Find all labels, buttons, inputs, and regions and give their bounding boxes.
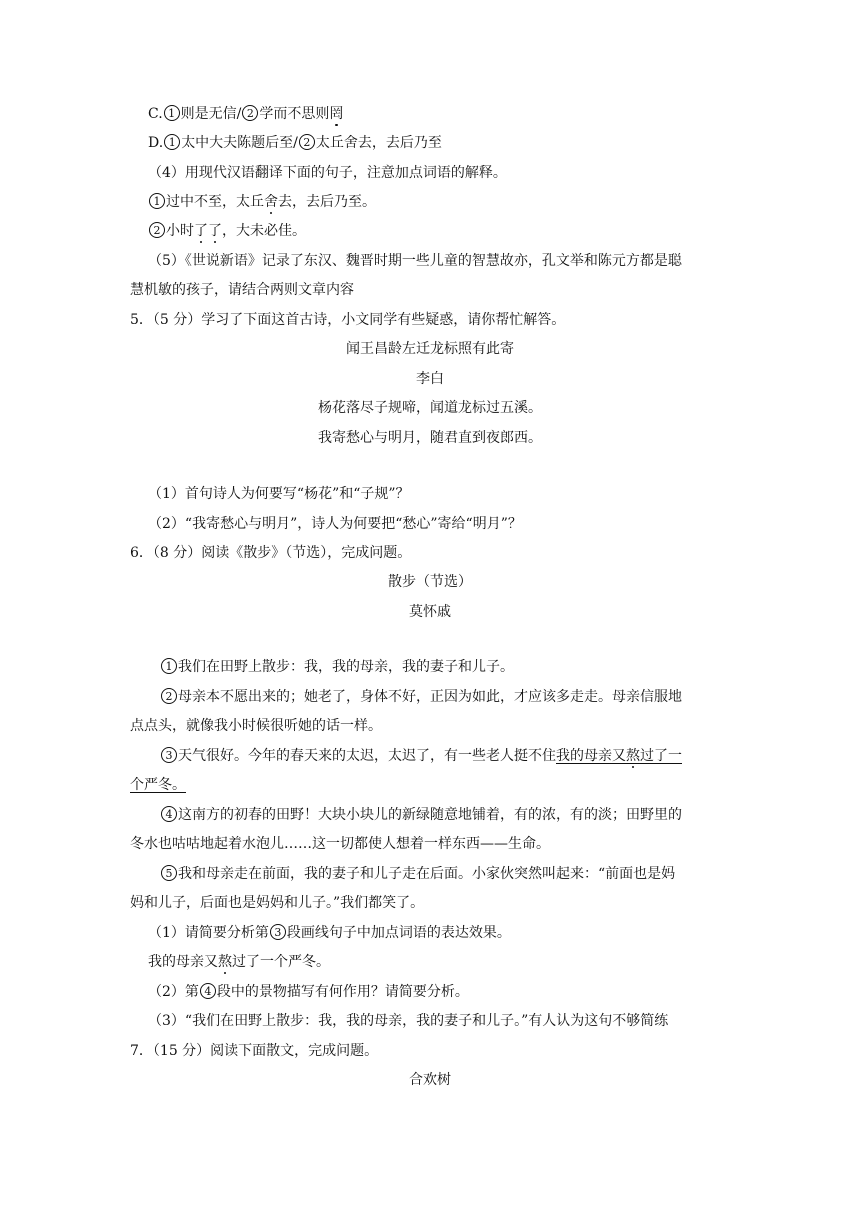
question-6-header: 6．（8 分）阅读《散步》（节选），完成问题。 bbox=[130, 545, 412, 561]
circled-number: 1 bbox=[161, 658, 177, 674]
poem-line-1: 杨花落尽子规啼，闻道龙标过五溪。 bbox=[318, 400, 542, 416]
paragraph-4-line-2: 冬水也咕咕地起着水泡儿……这一切都使人想着一样东西——生命。 bbox=[130, 836, 550, 852]
paragraph-2-line-2: 点点头，就像我小时候很听她的话一样。 bbox=[130, 718, 382, 734]
dotted-word: 罔 bbox=[329, 106, 344, 122]
paragraph-4-line-1 bbox=[160, 805, 682, 825]
subquestion-text: 段画线句子中加点词语的表达效果。 bbox=[286, 925, 511, 941]
option-c-letter: C. bbox=[148, 106, 163, 122]
paragraph-2-line-1 bbox=[160, 687, 682, 707]
quote-text: 过了一个严冬。 bbox=[232, 954, 330, 970]
sentence-text: 去，去后乃至。 bbox=[278, 194, 376, 210]
paragraph-text: 母亲本不愿出来的；她老了，身体不好，正因为如此，才应该多走走。母亲信服地 bbox=[178, 689, 682, 705]
dotted-word: 了 bbox=[194, 223, 208, 239]
circled-number: 2 bbox=[149, 222, 165, 238]
underlined-sentence bbox=[556, 748, 682, 764]
underlined-text: 我的母亲又 bbox=[556, 748, 626, 764]
circled-number: 4 bbox=[161, 806, 177, 822]
option-d-text-1: 太中大夫陈题后至/ bbox=[181, 135, 298, 151]
circled-number: 1 bbox=[164, 105, 180, 121]
question-7-header: 7．（15 分）阅读下面散文，完成问题。 bbox=[130, 1043, 379, 1059]
passage-author: 莫怀戚 bbox=[409, 604, 451, 620]
q5-subquestion-2: （2）“我寄愁心与明月”，诗人为何要把“愁心”寄给“明月”？ bbox=[148, 516, 522, 532]
option-d bbox=[148, 133, 442, 153]
subquestion-label: （4） bbox=[148, 165, 185, 181]
subquestion-text: 《世说新语》记录了东汉、魏晋时期一些儿童的智慧故亦，孔文举和陈元方都是聪 bbox=[184, 253, 682, 269]
paragraph-1 bbox=[160, 657, 514, 677]
dotted-word: 熬 bbox=[218, 954, 232, 970]
poem-line-2: 我寄愁心与明月，随君直到夜郎西。 bbox=[318, 430, 542, 446]
paragraph-text: 我们在田野上散步：我，我的母亲，我的妻子和儿子。 bbox=[178, 659, 514, 675]
subquestion-text: （2）第 bbox=[148, 984, 199, 1000]
q6-subquestion-3: （3）“我们在田野上散步：我，我的母亲，我的妻子和儿子。”有人认为这句不够简练 bbox=[148, 1013, 669, 1029]
circled-number: 2 bbox=[242, 105, 258, 121]
sentence-text: 过中不至，太丘 bbox=[166, 194, 264, 210]
subquestion-text: 用现代汉语翻译下面的句子，注意加点词语的解释。 bbox=[184, 165, 507, 181]
question-5-header: 5．（5 分）学习了下面这首古诗，小文同学有些疑惑，请你帮忙解答。 bbox=[130, 312, 566, 328]
translate-sentence-2 bbox=[148, 221, 306, 241]
dotted-word: 熬 bbox=[626, 748, 640, 764]
circled-number: 2 bbox=[161, 688, 177, 704]
option-c bbox=[148, 104, 343, 124]
sentence-text: ，大未必佳。 bbox=[222, 223, 306, 239]
subquestion-text: （1）请简要分析第 bbox=[148, 925, 269, 941]
passage-title: 散步（节选） bbox=[388, 574, 472, 590]
subquestion-text: 段中的景物描写有何作用？请简要分析。 bbox=[216, 984, 469, 1000]
paragraph-text: 我和母亲走在前面，我的妻子和儿子走在后面。小家伙突然叫起来：“前面也是妈 bbox=[178, 866, 676, 882]
paragraph-5-line-1 bbox=[160, 864, 675, 884]
circled-number: 2 bbox=[299, 134, 315, 150]
option-c-text-1: 则是无信/ bbox=[180, 106, 242, 122]
essay-title: 合欢树 bbox=[409, 1072, 451, 1088]
option-c-text-2: 学而不思则 bbox=[259, 106, 330, 122]
poem-author: 李白 bbox=[416, 371, 444, 387]
circled-number: 1 bbox=[149, 193, 165, 209]
subquestion-5-line-1 bbox=[148, 251, 682, 271]
dotted-word: 了 bbox=[208, 223, 222, 239]
circled-number: 4 bbox=[200, 983, 216, 999]
option-d-text-2: 太丘舍去，去后乃至 bbox=[315, 135, 442, 151]
q6-subquestion-2 bbox=[148, 982, 469, 1002]
circled-number: 3 bbox=[161, 747, 177, 763]
q6-subquestion-1 bbox=[148, 923, 511, 943]
underlined-text: 过了一 bbox=[640, 748, 682, 764]
paragraph-text: 天气很好。今年的春天来的太迟，太迟了，有一些老人挺不住 bbox=[178, 748, 556, 764]
subquestion-5-line-2: 慧机敏的孩子，请结合两则文章内容 bbox=[130, 282, 354, 298]
sentence-text: 小时 bbox=[166, 223, 194, 239]
q6-subquestion-1-quote bbox=[148, 952, 330, 972]
quote-text: 我的母亲又 bbox=[148, 954, 218, 970]
paragraph-3-line-1 bbox=[160, 746, 682, 766]
subquestion-4 bbox=[148, 163, 507, 183]
q5-subquestion-1: （1）首句诗人为何要写“杨花”和“子规”？ bbox=[148, 486, 410, 502]
subquestion-label: （5） bbox=[148, 253, 185, 269]
paragraph-5-line-2: 妈和儿子，后面也是妈妈和儿子。”我们都笑了。 bbox=[130, 895, 425, 911]
poem-title: 闻王昌龄左迁龙标照有此寄 bbox=[346, 341, 514, 357]
paragraph-3-line-2: 个严冬。 bbox=[130, 777, 186, 793]
translate-sentence-1 bbox=[148, 192, 376, 212]
circled-number: 3 bbox=[270, 924, 286, 940]
circled-number: 1 bbox=[164, 134, 180, 150]
dotted-word: 舍 bbox=[264, 194, 278, 210]
paragraph-text: 这南方的初春的田野！大块小块儿的新绿随意地铺着，有的浓，有的淡；田野里的 bbox=[178, 807, 682, 823]
option-d-letter: D. bbox=[148, 135, 164, 151]
circled-number: 5 bbox=[161, 865, 177, 881]
